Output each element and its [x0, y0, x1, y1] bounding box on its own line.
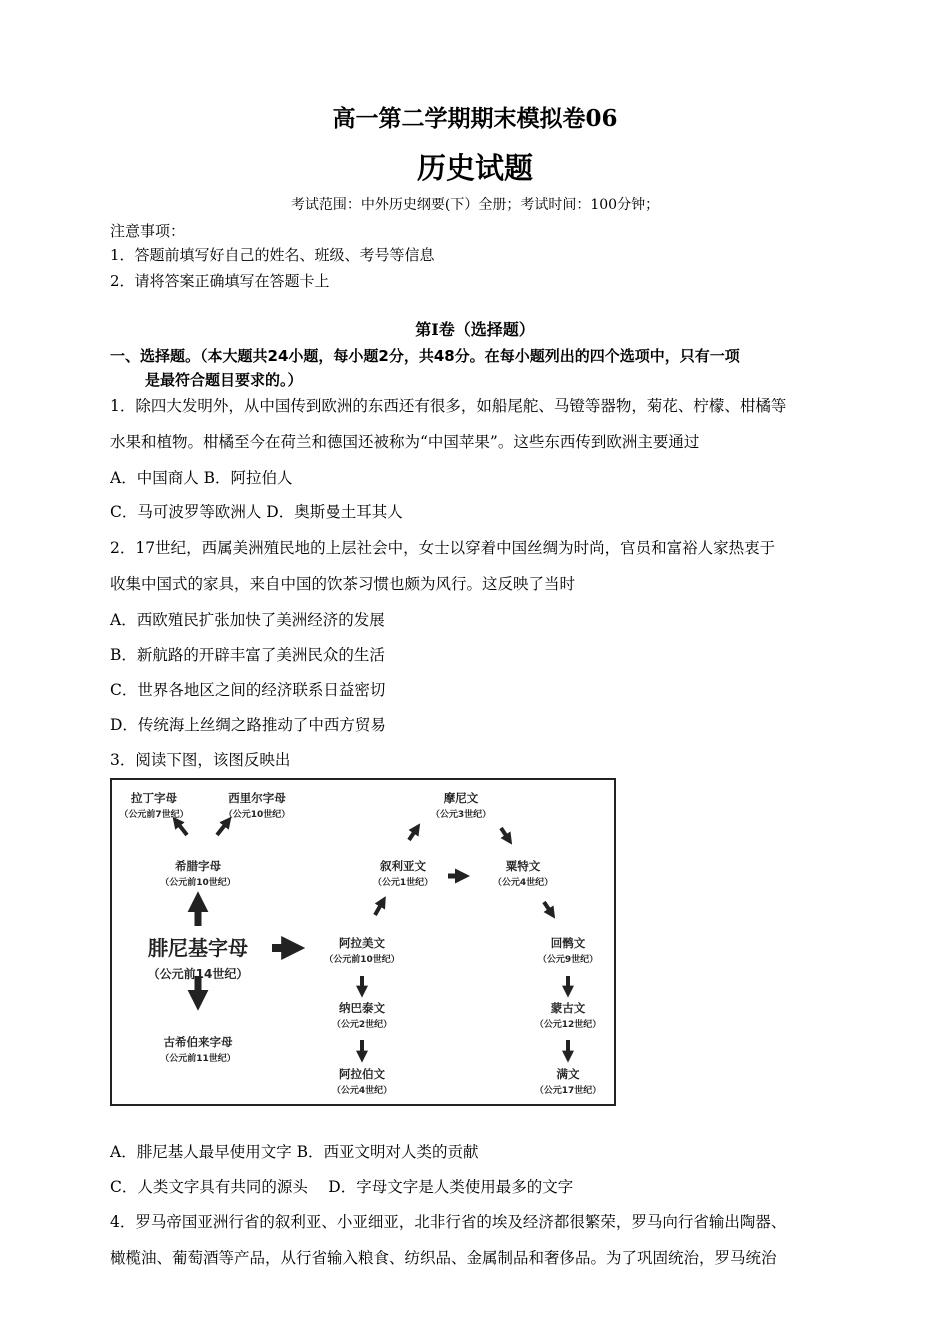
arrow-sogdian-to-uyghur	[544, 902, 552, 914]
question-2-option-d: D．传统海上丝绸之路推动了中西方贸易	[110, 716, 386, 734]
node-uyghur-date: （公元9世纪）	[537, 955, 599, 965]
question-1-option-cd: C．马可波罗等欧洲人 D．奥斯曼土耳其人	[110, 503, 403, 521]
node-uyghur	[523, 935, 613, 965]
node-syriac	[358, 858, 448, 888]
arrow-aramaic-to-syriac	[375, 901, 383, 915]
node-manichaean-name: 摩尼文	[443, 791, 479, 805]
node-cyrillic	[212, 790, 302, 820]
arrow-manichaean-to-sogdian	[501, 828, 509, 840]
node-arabic-date: （公元4世纪）	[331, 1086, 393, 1096]
node-aramaic-date: （公元前10世纪）	[324, 955, 400, 965]
note-item-2: 2．请将答案正确填写在答题卡上	[110, 272, 330, 290]
arrow-greek-to-latin	[176, 821, 187, 835]
node-mongolian-date: （公元12世纪）	[534, 1020, 602, 1030]
alphabet-diagram	[110, 778, 616, 1106]
section-title: 第Ⅰ卷（选择题）	[415, 320, 535, 339]
question-2-stem-line1: 2．17世纪，西属美洲殖民地的上层社会中，女士以穿着中国丝绸为时尚，官员和富裕人家热衷于	[110, 539, 776, 557]
node-manichaean	[416, 790, 506, 820]
node-latin	[114, 790, 194, 820]
question-2-stem-line2: 收集中国式的家具，来自中国的饮茶习惯也颇为风行。这反映了当时	[110, 575, 576, 593]
note-item-1: 1．答题前填写好自己的姓名、班级、考号等信息	[110, 246, 435, 264]
node-latin-name: 拉丁字母	[131, 791, 177, 805]
node-greek-name: 希腊字母	[175, 859, 221, 873]
section-instruction-line1: 一、选择题。（本大题共24小题，每小题2分，共48分。在每小题列出的四个选项中，只有一项	[110, 347, 740, 365]
node-arabic-name: 阿拉伯文	[339, 1067, 385, 1081]
node-cyrillic-date: （公元10世纪）	[223, 810, 291, 820]
question-2-option-c: C．世界各地区之间的经济联系日益密切	[110, 681, 386, 699]
node-aramaic-name: 阿拉美文	[339, 936, 385, 950]
node-nabataean	[317, 1000, 407, 1030]
question-2-option-b: B．新航路的开辟丰富了美洲民众的生活	[110, 646, 385, 664]
arrow-syriac-to-manichaean	[409, 828, 417, 840]
node-cyrillic-name: 西里尔字母	[228, 791, 286, 805]
node-sogdian-date: （公元4世纪）	[492, 878, 554, 888]
section-instruction-line2: 是最符合题目要求的。）	[145, 371, 303, 389]
node-hebrew-name: 古希伯来字母	[163, 1035, 233, 1049]
exam-subject: 历史试题	[416, 151, 533, 185]
node-arabic	[317, 1066, 407, 1096]
node-mongolian	[523, 1000, 613, 1030]
notes-heading: 注意事项：	[110, 222, 186, 240]
question-1-option-ab: A．中国商人 B．阿拉伯人	[110, 469, 293, 487]
node-nabataean-name: 纳巴泰文	[339, 1001, 385, 1015]
node-uyghur-name: 回鹘文	[550, 936, 586, 950]
exam-title: 高一第二学期期末模拟卷06	[332, 105, 618, 132]
node-sogdian-name: 粟特文	[505, 859, 541, 873]
node-hebrew	[142, 1034, 254, 1064]
question-4-stem-line2: 橄榄油、葡萄酒等产品，从行省输入粮食、纺织品、金属制品和奢侈品。为了巩固统治，罗马统治	[110, 1249, 777, 1267]
question-1-stem-line1: 1．除四大发明外，从中国传到欧洲的东西还有很多，如船尾舵、马镫等器物，菊花、柠檬、柑橘等	[110, 397, 787, 415]
node-nabataean-date: （公元2世纪）	[331, 1020, 393, 1030]
question-3-stem: 3．阅读下图，该图反映出	[110, 751, 291, 769]
question-1-stem-line2: 水果和植物。柑橘至今在荷兰和德国还被称为“中国苹果”。这些东西传到欧洲主要通过	[110, 433, 700, 451]
question-4-stem-line1: 4．罗马帝国亚洲行省的叙利亚、小亚细亚，北非行省的埃及经济都很繁荣，罗马向行省输出陶器、	[110, 1213, 787, 1231]
question-2-option-a: A．西欧殖民扩张加快了美洲经济的发展	[110, 611, 385, 629]
node-syriac-date: （公元1世纪）	[372, 878, 434, 888]
node-manchu-date: （公元17世纪）	[534, 1086, 602, 1096]
node-phoenician	[130, 932, 266, 982]
arrow-greek-to-cyrillic	[217, 821, 228, 835]
question-3-option-ab: A．腓尼基人最早使用文字 B．西亚文明对人类的贡献	[110, 1143, 479, 1161]
node-manchu	[523, 1066, 613, 1096]
node-hebrew-date: （公元前11世纪）	[160, 1054, 236, 1064]
exam-scope: 考试范围：中外历史纲要(下）全册；考试时间：100分钟；	[290, 197, 660, 213]
node-sogdian	[478, 858, 568, 888]
node-manichaean-date: （公元3世纪）	[430, 810, 492, 820]
node-aramaic	[312, 935, 412, 965]
node-manchu-name: 满文	[556, 1067, 580, 1081]
node-greek	[148, 858, 248, 888]
node-latin-date: （公元前7世纪）	[119, 810, 189, 820]
node-mongolian-name: 蒙古文	[550, 1001, 586, 1015]
node-phoenician-date: （公元前14世纪）	[147, 967, 249, 981]
node-syriac-name: 叙利亚文	[380, 859, 426, 873]
node-greek-date: （公元前10世纪）	[160, 878, 236, 888]
question-3-option-cd: C．人类文字具有共同的源头 D．字母文字是人类使用最多的文字	[110, 1178, 574, 1196]
node-phoenician-name: 腓尼基字母	[148, 936, 248, 960]
